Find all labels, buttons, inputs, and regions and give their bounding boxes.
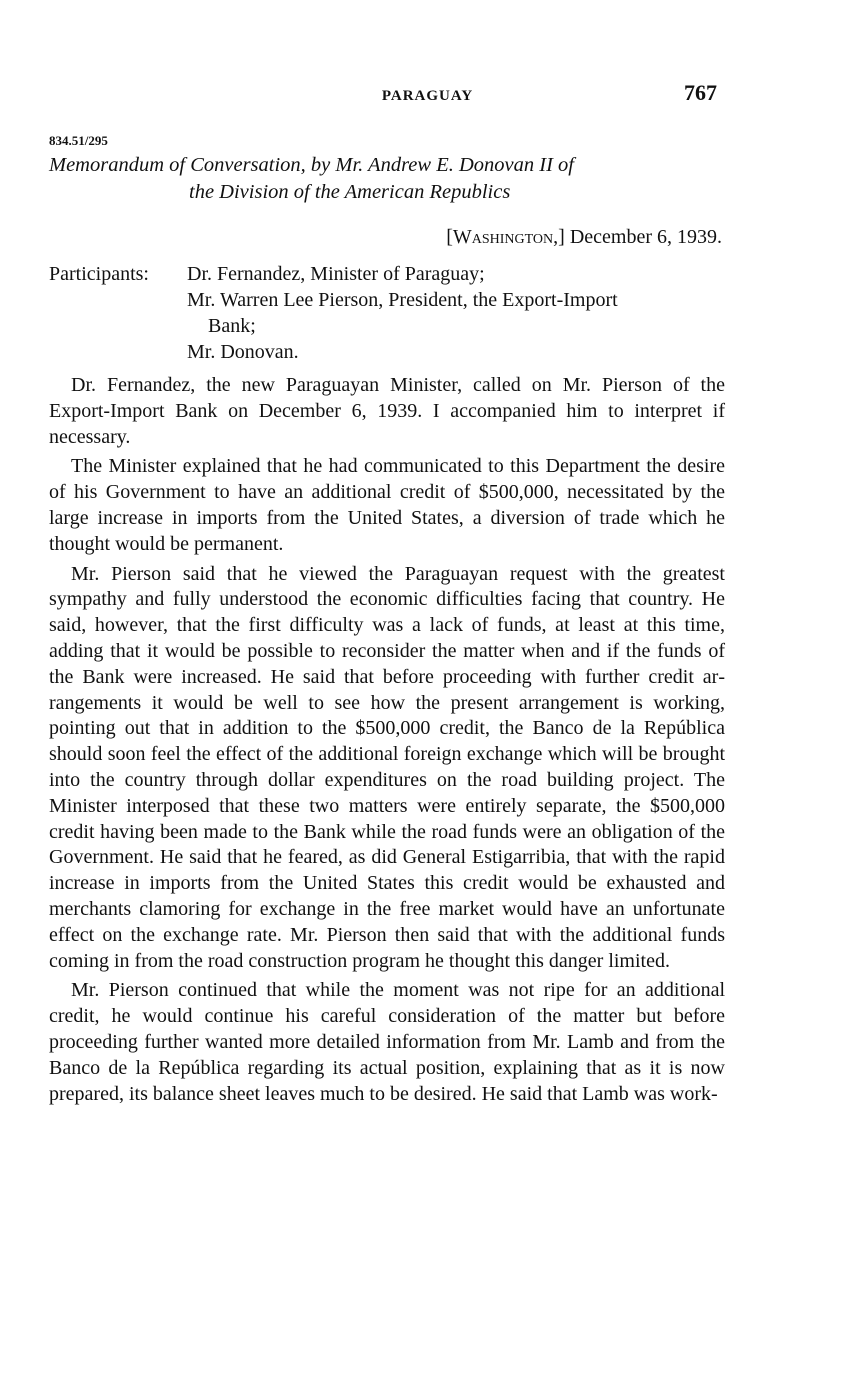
participant-line: Mr. Donovan. (187, 341, 299, 363)
dateline-place: Washington, (452, 226, 559, 248)
participant-line: Dr. Fernandez, Minister of Paraguay; (187, 263, 485, 285)
document-title (49, 152, 739, 206)
file-number: 834.51/295 (49, 133, 108, 148)
document-title-line-1: Memorandum of Conversation, by Mr. Andrew E. Donovan II of (49, 154, 574, 176)
dateline: [Washington,] December 6, 1939. (446, 226, 722, 248)
body-paragraph: Mr. Pierson said that he viewed the Paraguayan request with the greatest sympathy and fully understood the economic difficulties facing that country. He said, however, that the first difficulty was a lack of funds, at least at this time, adding that it would be possible to reconsider the matter when and if the funds of the Bank were increased. He said that before proceeding with further credit arrangements it would be well to see how the present arrangement is working, pointing out that in addition to the $500,000 credit, the Banco de la República should soon feel the effect of the additional foreign exchange which will be brought into the country through dollar expenditures on the road building project. The Minister interposed that these two matters were entirely separate, the $500,000 credit having been made to the Bank while the road funds were an obligation of the Government. He said that he feared, as did General Estigarribia, that with the rapid increase in imports from the United States this credit would be exhausted and merchants clamoring for exchange in the free market would have an unfortunate effect on the exchange rate. Mr. Pierson then said that with the additional funds coming in from the road construction program he thought this danger limited. (49, 562, 725, 972)
page-number: 767 (684, 80, 717, 105)
dateline-date: December 6, 1939. (569, 226, 722, 248)
running-head: PARAGUAY (381, 88, 474, 104)
participant-line: Mr. Warren Lee Pierson, President, the Export-Import (187, 289, 618, 311)
document-title-line-2: the Division of the American Republics (189, 181, 511, 203)
body-paragraph: Mr. Pierson continued that while the moment was not ripe for an additional credit, he would continue his careful consideration of the matter but before proceeding further wanted more detailed information from Mr. Lamb and from the Banco de la República regarding its actual position, explaining that as it is now prepared, its balance sheet leaves much to be desired. He said that Lamb was work- (49, 979, 725, 1105)
participants-label: Participants: (49, 263, 149, 285)
participant-line: Bank; (208, 315, 256, 337)
participants-block (49, 261, 729, 365)
body-paragraph: The Minister explained that he had communicated to this Department the desire of his Government to have an additional credit of $500,000, necessitated by the large increase in imports from the United States, a diversion of trade which he thought would be permanent. (49, 455, 725, 555)
memorandum-body (49, 373, 725, 1111)
body-paragraph: Dr. Fernandez, the new Paraguayan Minister, called on Mr. Pierson of the Export-Import Bank on December 6, 1939. I accompanied him to interpret if necessary. (49, 374, 725, 448)
